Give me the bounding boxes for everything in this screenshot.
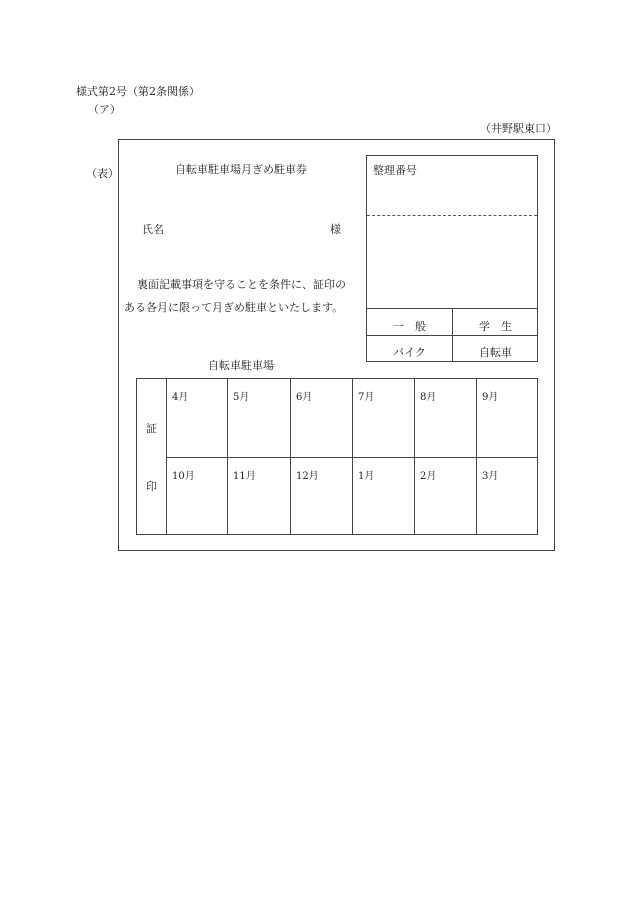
- month-cell-label: 5月: [233, 392, 250, 403]
- month-col-divider: [352, 379, 353, 534]
- stamp-label-1: 証: [146, 422, 157, 435]
- month-cell-label: 6月: [296, 392, 313, 403]
- ticket-title: 自転車駐車場月ぎめ駐車券: [175, 163, 307, 176]
- form-title: 様式第2号（第2条関係）: [76, 85, 200, 98]
- month-cell-label: 2月: [420, 471, 437, 482]
- stamp-label-2: 印: [146, 480, 157, 493]
- reference-number-label: 整理番号: [373, 164, 417, 177]
- note-line-2: ある各月に限って月ぎめ駐車といたします。: [124, 301, 344, 314]
- month-col-divider: [476, 379, 477, 534]
- month-col-divider: [227, 379, 228, 534]
- month-stamp-grid: [136, 378, 538, 535]
- month-col-divider: [414, 379, 415, 534]
- note-line-1: 裏面記載事項を守ることを条件に、証印の: [137, 278, 346, 291]
- month-cell-label: 1月: [358, 471, 375, 482]
- name-label: 氏名: [142, 223, 164, 236]
- month-cell-label: 10月: [172, 471, 195, 482]
- sub-label: （ア）: [88, 103, 121, 116]
- month-cell-label: 4月: [172, 392, 189, 403]
- month-cell-label: 7月: [358, 392, 375, 403]
- category-motorbike: バイク: [393, 346, 426, 359]
- month-col-divider: [290, 379, 291, 534]
- category-general: 一 般: [393, 320, 426, 333]
- honorific-label: 様: [330, 223, 341, 236]
- side-label-front: （表）: [86, 167, 119, 180]
- month-cell-label: 8月: [420, 392, 437, 403]
- reference-number-divider: [367, 215, 537, 216]
- month-cell-label: 3月: [482, 471, 499, 482]
- reference-number-box: [366, 155, 538, 362]
- category-bicycle: 自転車: [479, 346, 512, 359]
- location-label: （井野駅東口）: [480, 122, 557, 135]
- month-cell-label: 12月: [296, 471, 319, 482]
- stamp-column-divider: [166, 379, 167, 534]
- category-student: 学 生: [479, 320, 512, 333]
- parking-lot-label: 自転車駐車場: [208, 359, 274, 372]
- month-cell-label: 11月: [233, 471, 256, 482]
- month-cell-label: 9月: [482, 392, 499, 403]
